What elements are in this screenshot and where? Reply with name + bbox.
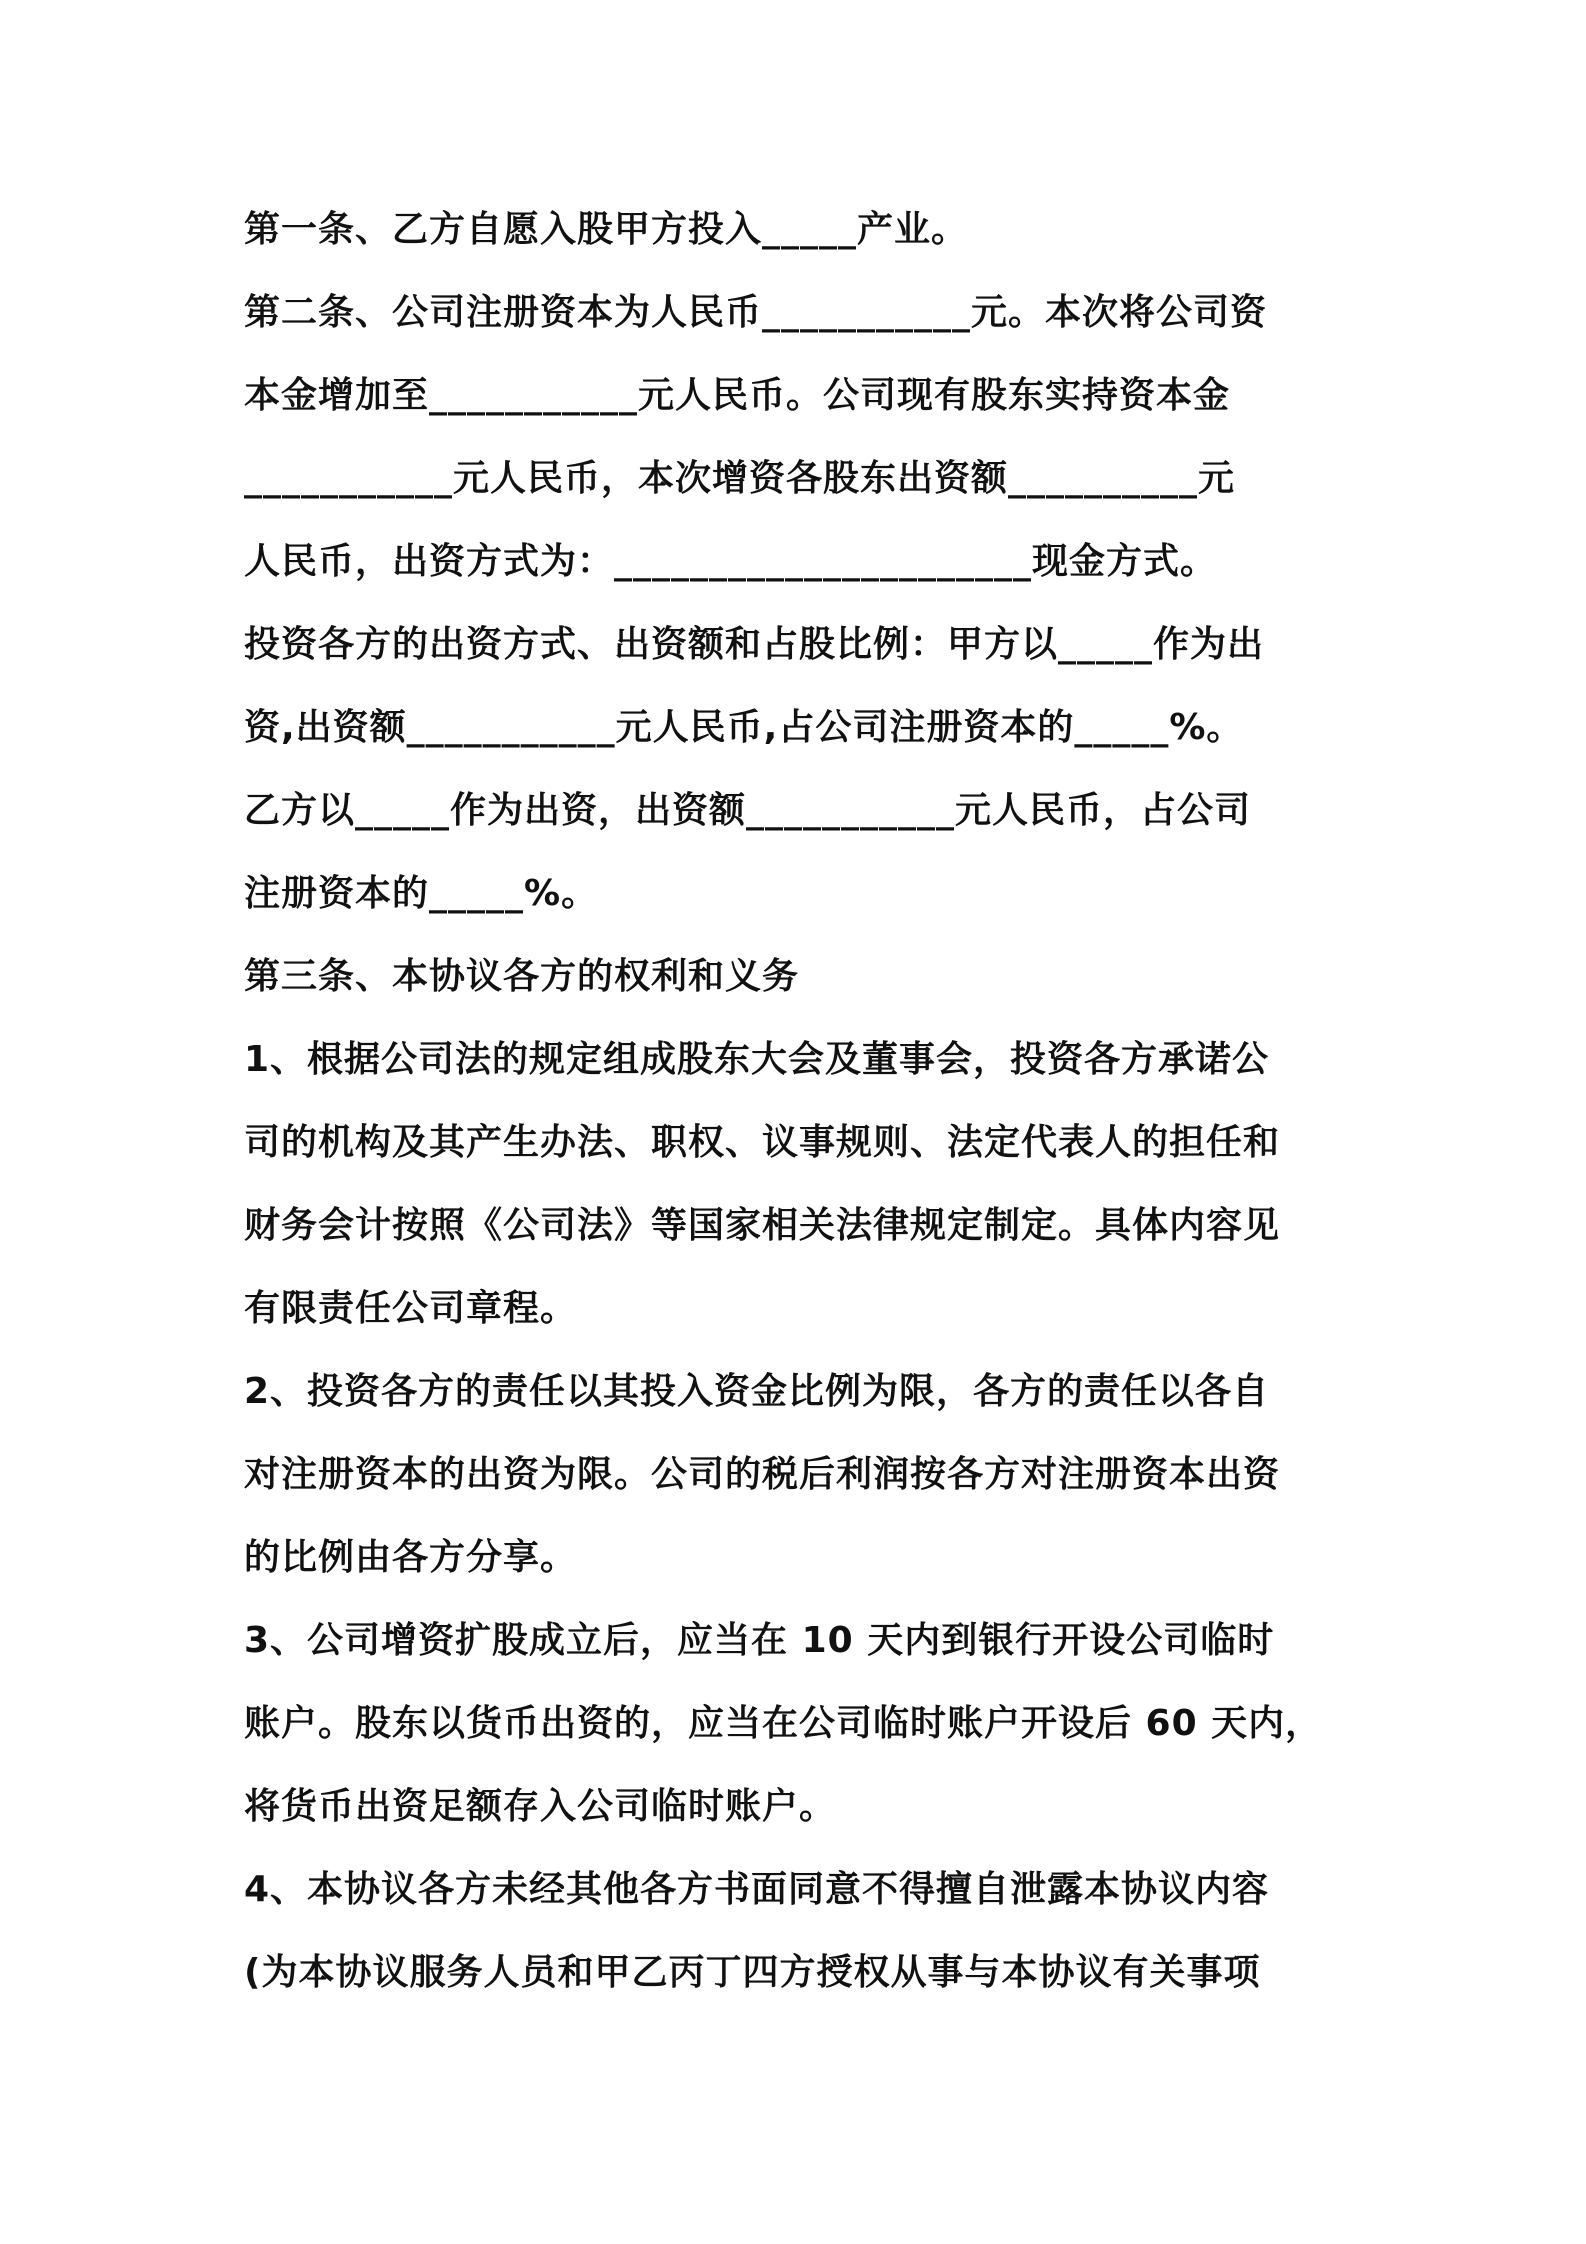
item-1-line-4: 有限责任公司章程。 xyxy=(244,1288,578,1329)
clause-2-line-1: 第二条、公司注册资本为人民币___________元。本次将公司资 xyxy=(244,292,1268,333)
investment-line-4: 注册资本的_____%。 xyxy=(244,873,599,914)
clause-2-line-3: ___________元人民币，本次增资各股东出资额__________元 xyxy=(244,458,1236,499)
item-4-line-2: (为本协议服务人员和甲乙丙丁四方授权从事与本协议有关事项 xyxy=(244,1952,1261,1993)
item-2-line-3: 的比例由各方分享。 xyxy=(244,1537,578,1578)
item-1-line-1: 1、根据公司法的规定组成股东大会及董事会，投资各方承诺公 xyxy=(244,1039,1270,1080)
item-2-line-2: 对注册资本的出资为限。公司的税后利润按各方对注册资本出资 xyxy=(244,1454,1281,1495)
item-1-line-3: 财务会计按照《公司法》等国家相关法律规定制定。具体内容见 xyxy=(244,1205,1281,1246)
item-3-line-1: 3、公司增资扩股成立后，应当在 10 天内到银行开设公司临时 xyxy=(244,1620,1275,1661)
item-3-line-3: 将货币出资足额存入公司临时账户。 xyxy=(244,1786,837,1827)
investment-line-2: 资,出资额___________元人民币,占公司注册资本的_____%。 xyxy=(244,707,1244,748)
clause-2-line-2: 本金增加至___________元人民币。公司现有股东实持资本金 xyxy=(244,375,1231,416)
investment-line-1: 投资各方的出资方式、出资额和占股比例：甲方以_____作为出 xyxy=(244,624,1265,665)
item-4-line-1: 4、本协议各方未经其他各方书面同意不得擅自泄露本协议内容 xyxy=(244,1869,1270,1910)
item-1-line-2: 司的机构及其产生办法、职权、议事规则、法定代表人的担任和 xyxy=(244,1122,1281,1163)
item-2-line-1: 2、投资各方的责任以其投入资金比例为限，各方的责任以各自 xyxy=(244,1371,1270,1412)
clause-1-line: 第一条、乙方自愿入股甲方投入_____产业。 xyxy=(244,209,969,250)
item-3-line-2: 账户。股东以货币出资的，应当在公司临时账户开设后 60 天内， xyxy=(244,1703,1323,1744)
clause-2-line-4: 人民币，出资方式为：______________________现金方式。 xyxy=(244,541,1218,582)
clause-3-heading: 第三条、本协议各方的权利和义务 xyxy=(244,956,800,997)
investment-line-3: 乙方以_____作为出资，出资额___________元人民币，占公司 xyxy=(244,790,1252,831)
